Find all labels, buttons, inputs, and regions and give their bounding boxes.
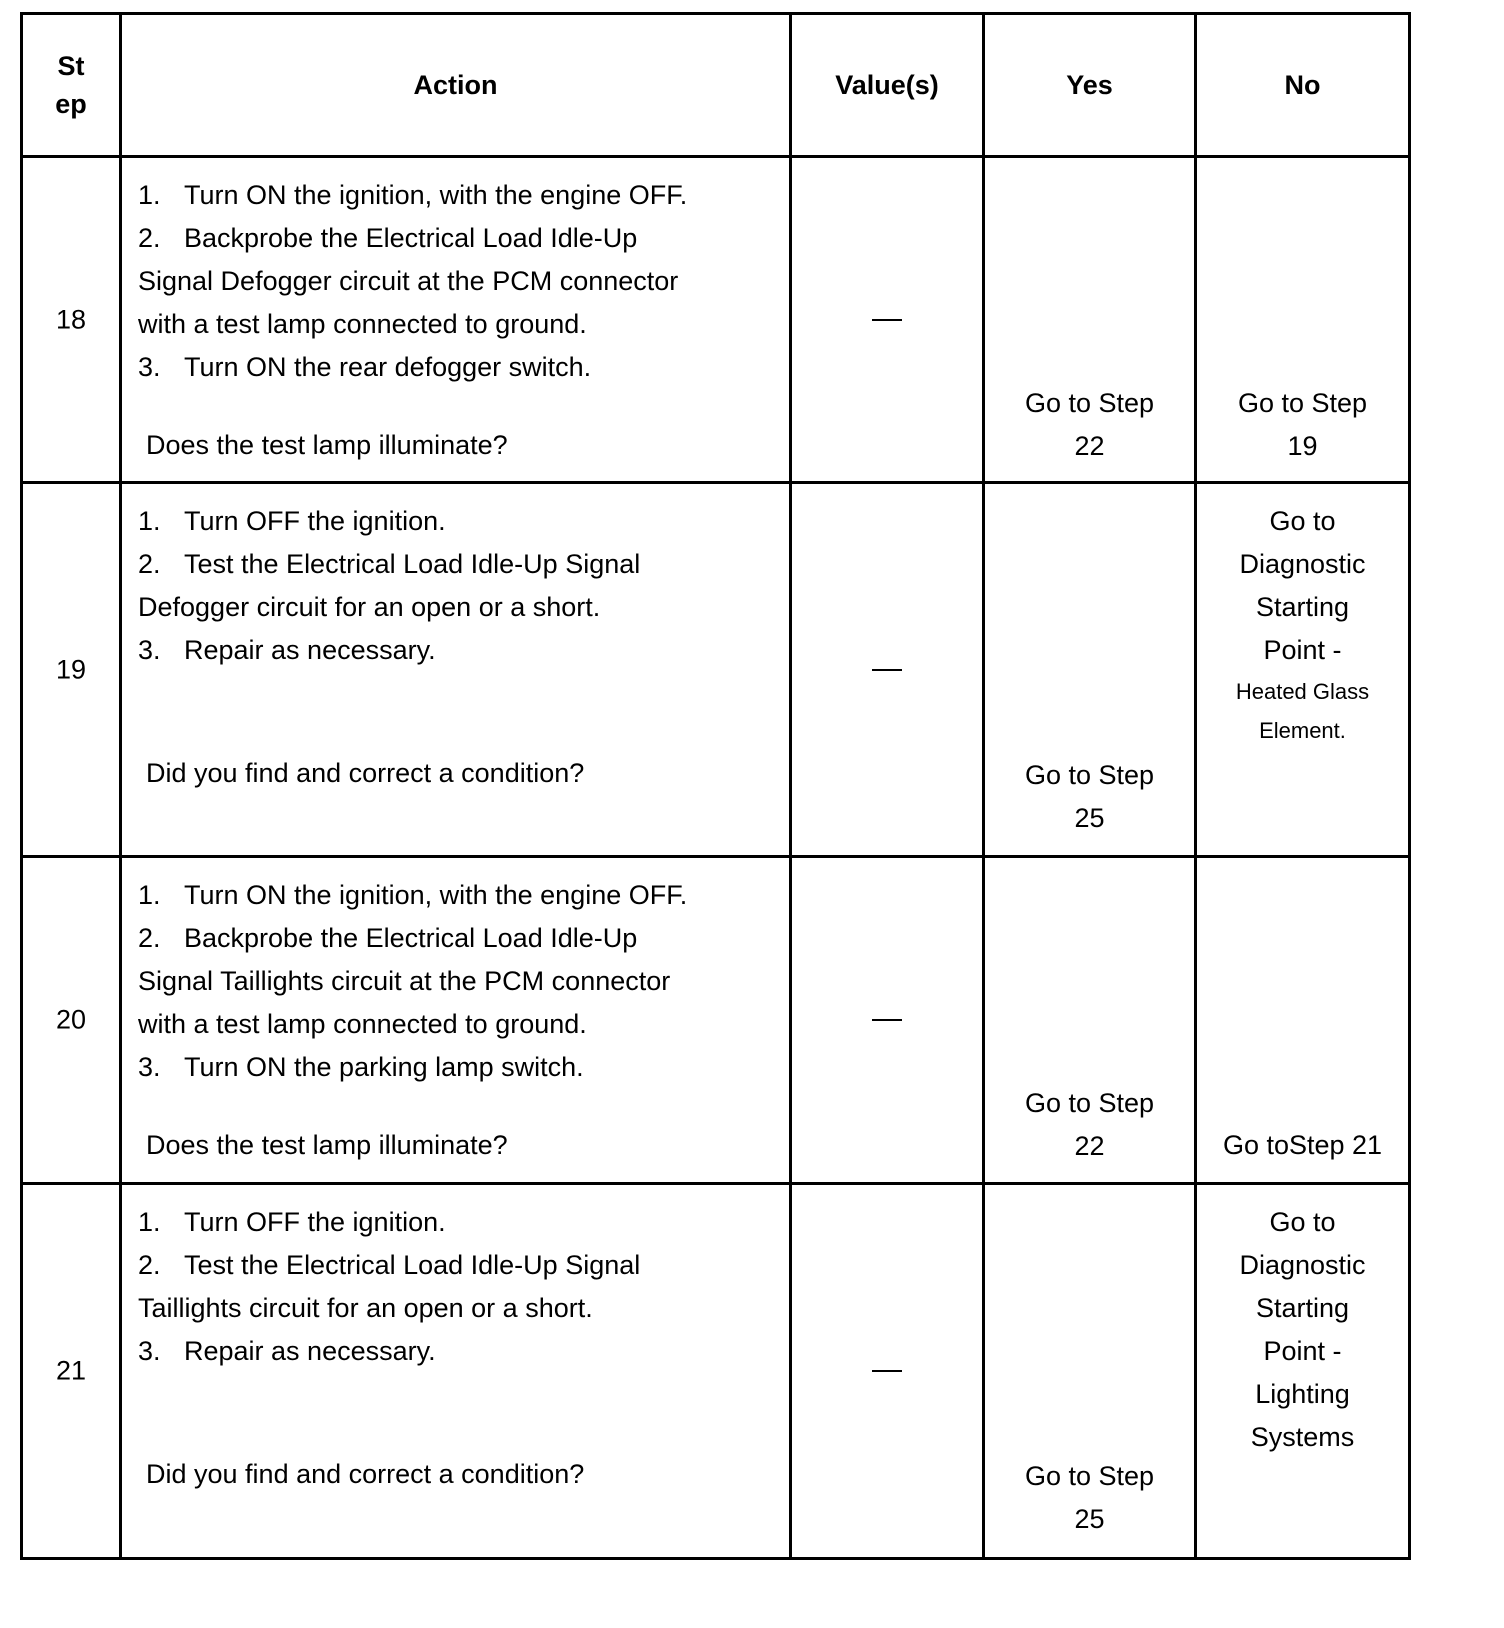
action-text: Test the Electrical Load Idle-Up Signal <box>184 549 641 579</box>
step-cell <box>22 857 121 1184</box>
value-cell <box>791 857 984 1184</box>
question-text: Did you find and correct a condition? <box>146 758 585 788</box>
header-step: St ep <box>22 14 121 157</box>
no-line: Go toStep 21 <box>1222 1130 1383 1160</box>
action-cell <box>121 157 791 483</box>
action-cell <box>121 857 791 1184</box>
no-line: 19 <box>1287 431 1318 461</box>
no-line: Diagnostic <box>1239 549 1366 579</box>
no-result <box>1197 382 1408 468</box>
yes-result <box>985 754 1194 840</box>
list-number: 1. <box>138 880 161 910</box>
action-text: Repair as necessary. <box>184 635 436 665</box>
question-text: Did you find and correct a condition? <box>146 1459 585 1489</box>
step-number: 20 <box>55 1004 87 1035</box>
yes-line: 25 <box>1074 1504 1105 1534</box>
header-yes: Yes <box>984 14 1196 157</box>
no-result <box>1197 500 1408 750</box>
step-number: 18 <box>55 304 87 334</box>
yes-line: Go to Step <box>1024 1461 1155 1491</box>
value-cell <box>791 1184 984 1559</box>
yes-cell <box>984 483 1196 857</box>
no-line: Go to <box>1269 506 1336 536</box>
step-cell <box>22 483 121 857</box>
question-text: Does the test lamp illuminate? <box>146 1130 508 1160</box>
no-result <box>1197 1201 1408 1459</box>
action-text: with a test lamp connected to ground. <box>138 1009 587 1039</box>
value-cell <box>791 483 984 857</box>
action-text: Backprobe the Electrical Load Idle-Up <box>184 223 638 253</box>
value-dash: — <box>872 1352 902 1386</box>
action-text: Turn OFF the ignition. <box>184 506 446 536</box>
list-number: 3. <box>138 1336 161 1366</box>
yes-line: 22 <box>1074 431 1105 461</box>
no-cell <box>1196 483 1410 857</box>
yes-line: 25 <box>1074 803 1105 833</box>
no-line: Point - <box>1263 1336 1342 1366</box>
no-cell <box>1196 1184 1410 1559</box>
no-cell <box>1196 157 1410 483</box>
value-cell <box>791 157 984 483</box>
table-row <box>22 483 1410 857</box>
list-number: 1. <box>138 180 161 210</box>
action-text: Signal Defogger circuit at the PCM connector <box>138 266 679 296</box>
list-number: 3. <box>138 1052 161 1082</box>
yes-result <box>985 1455 1194 1541</box>
list-number: 2. <box>138 923 161 953</box>
header-no: No <box>1196 14 1410 157</box>
header-values: Value(s) <box>791 14 984 157</box>
no-result <box>1197 1124 1408 1167</box>
no-line: Point - <box>1263 635 1342 665</box>
step-number: 19 <box>55 654 87 684</box>
action-text: Turn ON the rear defogger switch. <box>184 352 592 382</box>
list-number: 3. <box>138 635 161 665</box>
no-line: Systems <box>1250 1422 1355 1452</box>
list-number: 3. <box>138 352 161 382</box>
yes-cell <box>984 857 1196 1184</box>
step-cell <box>22 1184 121 1559</box>
action-text: Taillights circuit for an open or a short. <box>138 1293 593 1323</box>
action-text: Backprobe the Electrical Load Idle-Up <box>184 923 638 953</box>
yes-cell <box>984 1184 1196 1559</box>
table-row <box>22 857 1410 1184</box>
action-text: Test the Electrical Load Idle-Up Signal <box>184 1250 641 1280</box>
yes-result <box>985 1082 1194 1168</box>
header-action: Action <box>121 14 791 157</box>
yes-line: Go to Step <box>1024 388 1155 418</box>
no-line: Heated Glass <box>1235 679 1370 704</box>
list-number: 1. <box>138 506 161 536</box>
no-cell <box>1196 857 1410 1184</box>
step-cell <box>22 157 121 483</box>
action-text: Turn ON the parking lamp switch. <box>184 1052 584 1082</box>
value-dash: — <box>872 650 902 684</box>
no-line: Go to Step <box>1237 388 1368 418</box>
list-number: 2. <box>138 223 161 253</box>
diagnostic-table <box>20 12 1411 1560</box>
list-number: 2. <box>138 1250 161 1280</box>
value-dash: — <box>872 1001 902 1035</box>
no-line: Diagnostic <box>1239 1250 1366 1280</box>
no-line: Starting <box>1255 1293 1350 1323</box>
no-line: Element. <box>1259 718 1346 743</box>
action-text: Defogger circuit for an open or a short. <box>138 592 601 622</box>
yes-line: 22 <box>1074 1131 1105 1161</box>
header-row <box>22 14 1410 157</box>
action-cell <box>121 1184 791 1559</box>
yes-line: Go to Step <box>1024 1088 1155 1118</box>
no-line: Starting <box>1255 592 1350 622</box>
table-row <box>22 157 1410 483</box>
action-text: Turn OFF the ignition. <box>184 1207 446 1237</box>
table-row <box>22 1184 1410 1559</box>
list-number: 2. <box>138 549 161 579</box>
action-text: Repair as necessary. <box>184 1336 436 1366</box>
no-line: Lighting <box>1255 1379 1350 1409</box>
no-line: Go to <box>1269 1207 1336 1237</box>
step-number: 21 <box>55 1355 87 1386</box>
action-text: Turn ON the ignition, with the engine OFF. <box>184 180 688 210</box>
action-cell <box>121 483 791 857</box>
yes-line: Go to Step <box>1024 760 1155 790</box>
question-text: Does the test lamp illuminate? <box>146 430 508 460</box>
yes-result <box>985 382 1194 468</box>
action-text: Turn ON the ignition, with the engine OFF. <box>184 880 688 910</box>
action-text: with a test lamp connected to ground. <box>138 309 587 339</box>
list-number: 1. <box>138 1207 161 1237</box>
action-text: Signal Taillights circuit at the PCM connector <box>138 966 671 996</box>
value-dash: — <box>872 300 902 334</box>
yes-cell <box>984 157 1196 483</box>
